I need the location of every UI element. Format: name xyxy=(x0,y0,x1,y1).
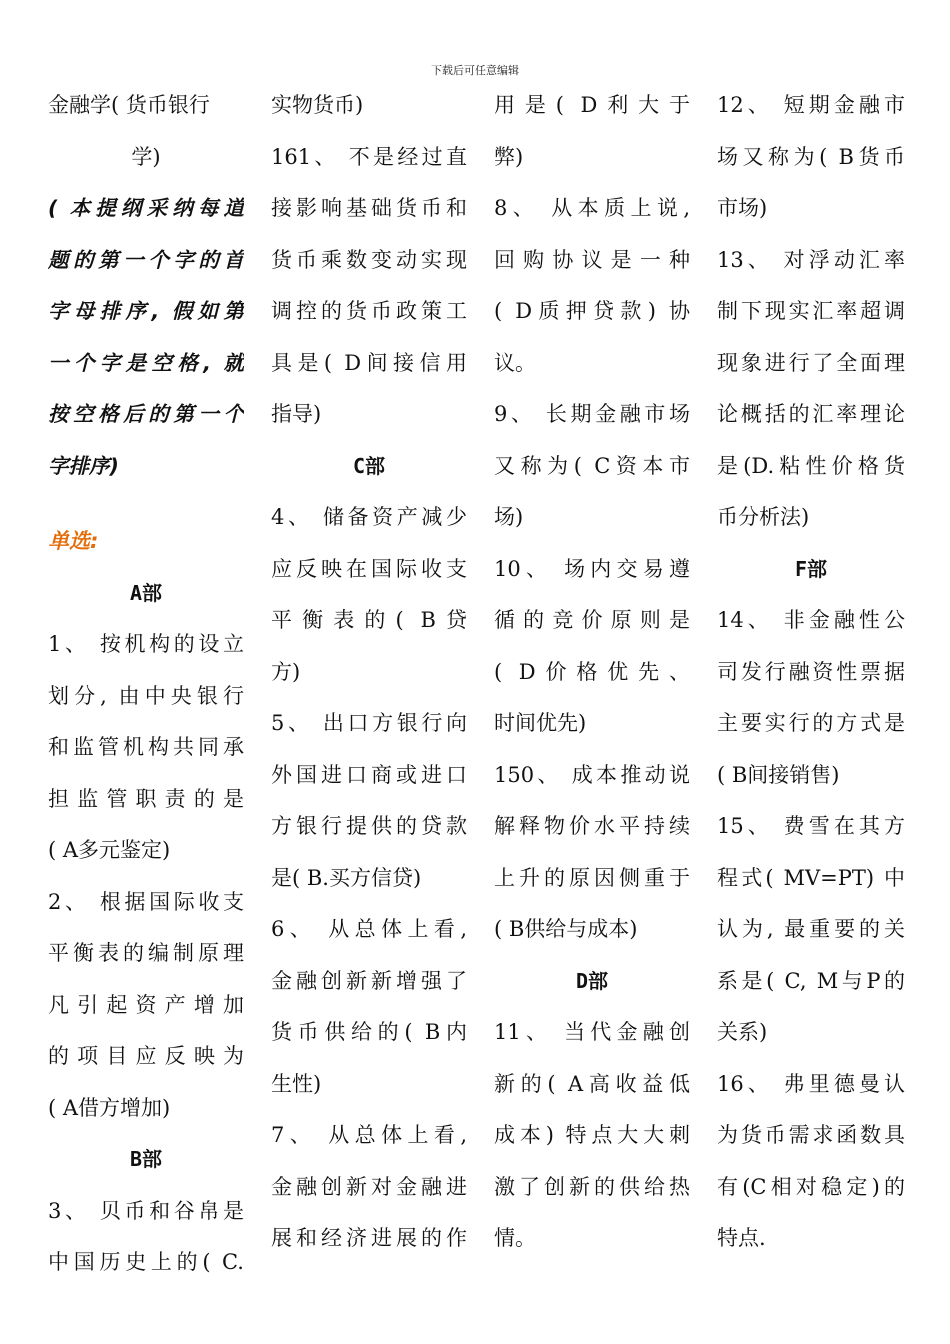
text-line: ( 本提纲采纳每道 xyxy=(48,196,244,220)
text-line: 展和经济进展的作 xyxy=(271,1226,467,1250)
text-line: 8、 从本质上说, xyxy=(494,196,690,220)
text-line: 情。 xyxy=(494,1226,536,1250)
text-line: 解释物价水平持续 xyxy=(494,814,690,838)
text-line: 金融创新对金融进 xyxy=(271,1174,467,1199)
text-line: 场又称为( B货币 xyxy=(717,144,905,169)
text-line: 字母排序, 假如第 xyxy=(48,299,244,323)
text-line: 回购协议是一种 xyxy=(494,247,690,272)
text-line: ( A借方增加) xyxy=(48,1095,171,1120)
text-line: 16、 弗里德曼认 xyxy=(717,1071,905,1096)
text-line: 中国历史上的( C. xyxy=(48,1250,244,1274)
text-line xyxy=(48,492,244,516)
text-column-1 xyxy=(48,80,244,1289)
text-line: 150、 成本推动说 xyxy=(494,762,690,787)
text-line: 2、 根据国际收支 xyxy=(48,889,244,914)
text-line: 用是( D利大于 xyxy=(494,93,690,117)
text-line: 又称为( C资本市 xyxy=(494,453,690,478)
text-line: 新的( A高收益低 xyxy=(494,1071,690,1096)
text-line: 弊) xyxy=(494,144,524,169)
text-line: 10、 场内交易遵 xyxy=(494,556,690,581)
text-line: 单选: xyxy=(48,529,99,553)
text-line: ( B间接销售) xyxy=(717,762,840,787)
text-line: 13、 对浮动汇率 xyxy=(717,247,905,272)
text-line: 金融创新新增强了 xyxy=(271,968,467,993)
text-line: 议。 xyxy=(494,350,536,375)
text-column-3 xyxy=(494,80,690,1265)
section-heading: A部 xyxy=(129,580,163,605)
text-line: 12、 短期金融市 xyxy=(717,93,905,117)
text-line: 现象进行了全面理 xyxy=(717,350,905,375)
text-line: 是( B.买方信贷) xyxy=(271,865,422,890)
text-line: 方) xyxy=(271,659,301,684)
page-header: 下载后可任意编辑 xyxy=(431,64,519,77)
text-line: 司发行融资性票据 xyxy=(717,659,905,684)
text-line: ( A多元鉴定) xyxy=(48,838,171,862)
text-line: 15、 费雪在其方 xyxy=(717,814,905,838)
text-line: 14、 非金融性公 xyxy=(717,608,905,632)
text-line: 学) xyxy=(131,144,161,169)
text-line: 循的竞价原则是 xyxy=(494,608,690,632)
text-line: 时间优先) xyxy=(494,711,587,735)
text-column-4 xyxy=(717,80,905,1265)
text-line: 接影响基础货币和 xyxy=(271,196,467,220)
text-line: 平衡表的( B贷 xyxy=(271,608,467,632)
text-line: 场) xyxy=(494,505,524,529)
text-line: 金融学( 货币银行 xyxy=(48,93,210,117)
section-heading: D部 xyxy=(575,968,609,993)
text-line: 程式( MV=PT) 中 xyxy=(717,865,905,890)
text-line: 11、 当代金融创 xyxy=(494,1020,690,1044)
text-line: 调控的货币政策工 xyxy=(271,299,467,323)
text-line: 成本) 特点大大刺 xyxy=(494,1123,690,1147)
text-line: 6、 从总体上看, xyxy=(271,917,467,941)
text-line: 1、 按机构的设立 xyxy=(48,632,244,656)
text-line: 指导) xyxy=(271,402,322,426)
text-line: 币分析法) xyxy=(717,505,810,529)
text-line: 外国进口商或进口 xyxy=(271,762,467,787)
text-line: 激了创新的供给热 xyxy=(494,1174,690,1199)
text-line: 是(D.粘性价格货 xyxy=(717,453,905,478)
text-line: 为货币需求函数具 xyxy=(717,1123,905,1147)
text-column-2 xyxy=(271,80,467,1265)
text-line: 9、 长期金融市场 xyxy=(494,402,690,426)
text-line: 货币供给的( B内 xyxy=(271,1020,467,1044)
text-line: 方银行提供的贷款 xyxy=(271,814,467,838)
text-line: 划分, 由中央银行 xyxy=(48,683,244,708)
text-line: 题的第一个字的首 xyxy=(48,247,244,272)
text-line: 主要实行的方式是 xyxy=(717,711,905,735)
text-line: 3、 贝币和谷帛是 xyxy=(48,1198,244,1223)
text-line: 凡引起资产增加 xyxy=(48,992,244,1017)
text-line: 具是( D间接信用 xyxy=(271,350,467,375)
text-line: 字排序) xyxy=(48,453,119,478)
text-line: 5、 出口方银行向 xyxy=(271,711,467,735)
text-line: 担监管职责的是 xyxy=(48,786,244,811)
text-line: 平衡表的编制原理 xyxy=(48,941,244,965)
text-line: 论概括的汇率理论 xyxy=(717,402,905,426)
text-line: 按空格后的第一个 xyxy=(48,402,244,426)
text-line: 市场) xyxy=(717,196,768,220)
section-heading: C部 xyxy=(352,453,386,478)
text-line: ( D价格优先、 xyxy=(494,659,690,684)
section-heading: B部 xyxy=(129,1147,163,1171)
text-line: 货币乘数变动实现 xyxy=(271,247,467,272)
text-line: 4、 储备资产减少 xyxy=(271,505,467,529)
section-heading: F部 xyxy=(794,556,828,581)
text-line: 有(C相对稳定)的 xyxy=(717,1174,905,1199)
text-line: ( B供给与成本) xyxy=(494,917,638,941)
text-line: 特点. xyxy=(717,1226,766,1250)
text-line: 关系) xyxy=(717,1020,768,1044)
text-line: 系是( C, M与P的 xyxy=(717,968,905,993)
text-line: 认为, 最重要的关 xyxy=(717,917,905,941)
text-line: 实物货币) xyxy=(271,93,364,117)
text-line: 制下现实汇率超调 xyxy=(717,299,905,323)
text-line: 161、 不是经过直 xyxy=(271,144,467,169)
text-line: 上升的原因侧重于 xyxy=(494,865,690,890)
text-line: 的项目应反映为 xyxy=(48,1044,244,1068)
text-line: 一个字是空格, 就 xyxy=(48,350,244,375)
text-line: 生性) xyxy=(271,1071,322,1096)
text-line: 应反映在国际收支 xyxy=(271,556,467,581)
text-line: 7、 从总体上看, xyxy=(271,1123,467,1147)
text-line: ( D质押贷款) 协 xyxy=(494,299,690,323)
text-line: 和监管机构共同承 xyxy=(48,735,244,759)
